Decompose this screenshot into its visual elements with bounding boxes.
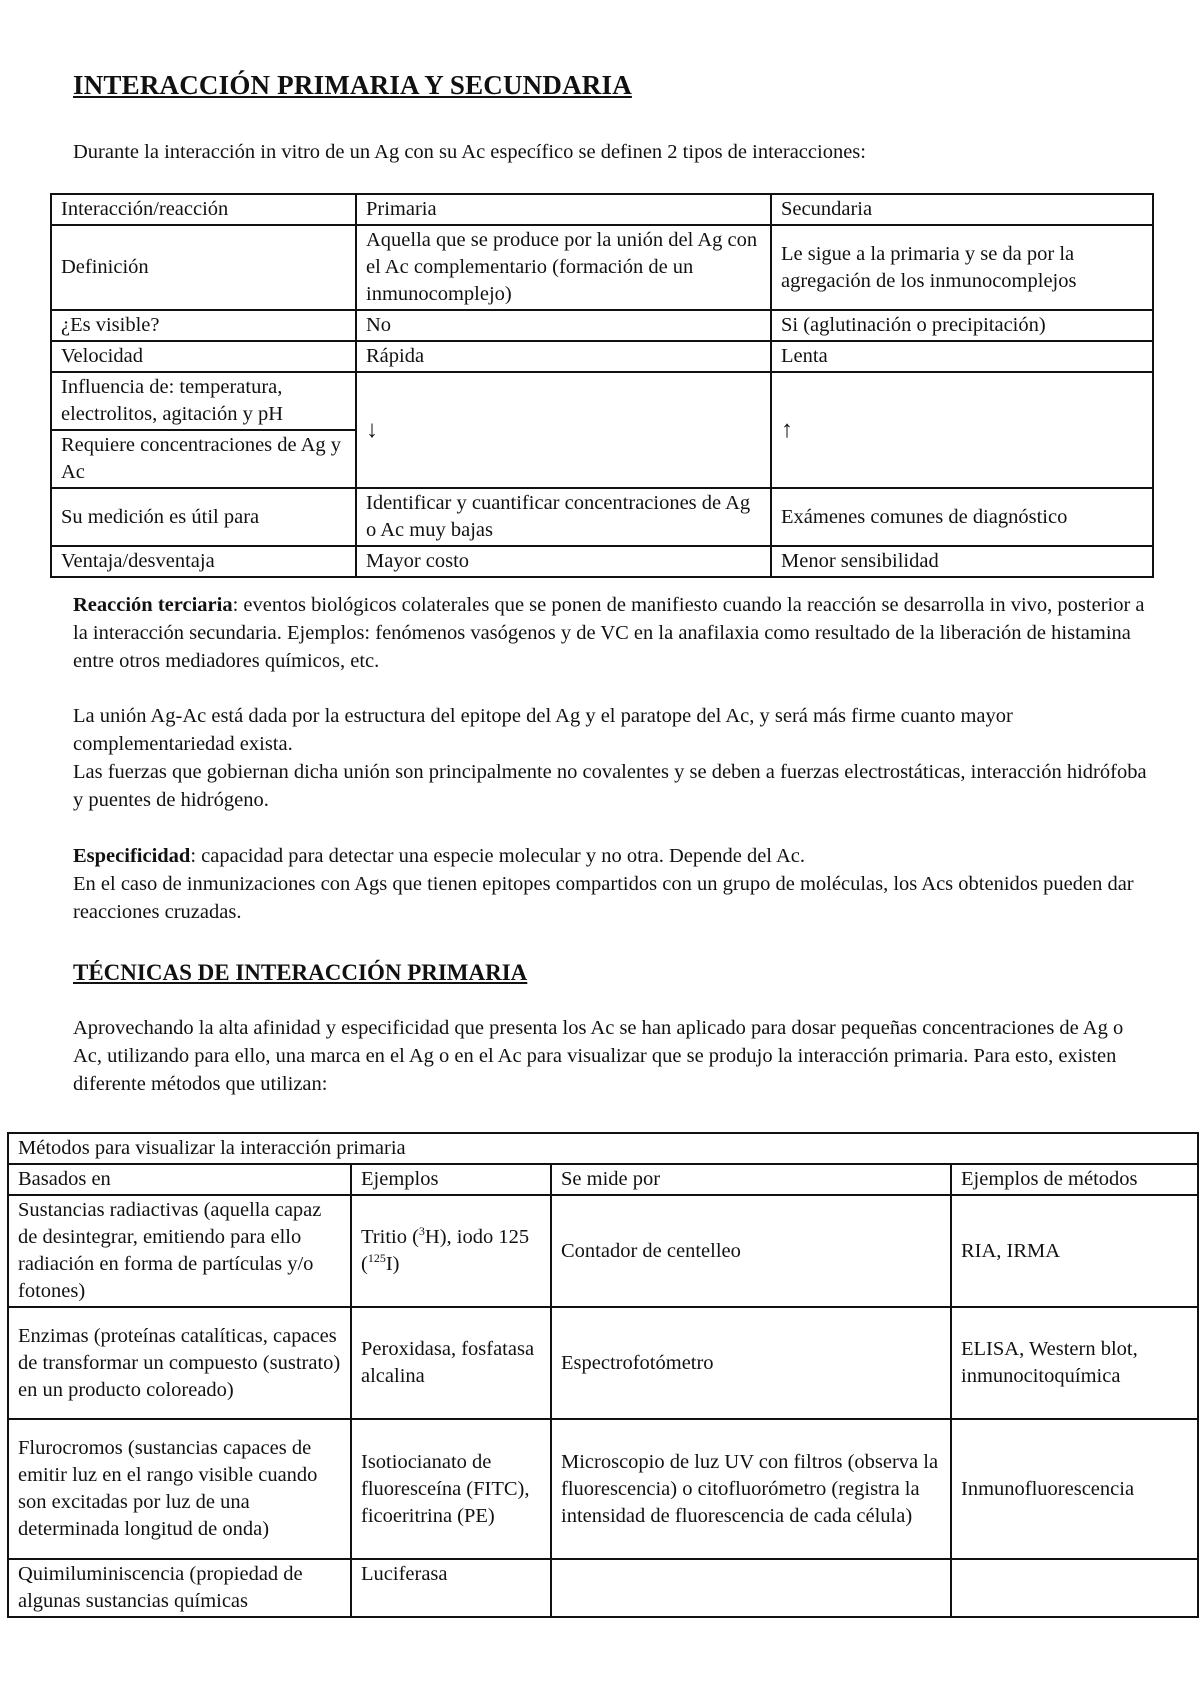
table-cell: Influencia de: temperatura, electrolitos, agitación y pH xyxy=(51,372,356,430)
arrow-up-icon: ↑ xyxy=(771,372,1153,488)
interaction-table xyxy=(50,193,1154,578)
table-cell: Microscopio de luz UV con filtros (observa la fluorescencia) o citofluorómetro (registra la intensidad de fluorescencia de cada célula) xyxy=(551,1419,951,1559)
page-title: INTERACCIÓN PRIMARIA Y SECUNDARIA xyxy=(73,70,632,100)
table-header-cell: Se mide por xyxy=(551,1164,951,1195)
intro-paragraph: Durante la interacción in vitro de un Ag con su Ac específico se definen 2 tipos de interacciones: xyxy=(73,141,866,163)
table-caption-cell: Métodos para visualizar la interacción primaria xyxy=(8,1133,1198,1164)
table-cell: Sustancias radiactivas (aquella capaz de desintegrar, emitiendo para ello radiación en forma de partículas y/o fotones) xyxy=(8,1195,351,1307)
especificidad-paragraph xyxy=(73,842,1153,870)
table-row xyxy=(8,1195,1198,1307)
table-row xyxy=(51,372,1153,430)
reacciones-cruzadas-paragraph: En el caso de inmunizaciones con Ags que tienen epitopes compartidos con un grupo de moléculas, los Acs obtenidos pueden dar reacciones cruzadas. xyxy=(73,873,1134,923)
table-cell xyxy=(551,1559,951,1617)
table-cell: Definición xyxy=(51,225,356,310)
table-header-cell: Interacción/reacción xyxy=(51,194,356,225)
table-cell: No xyxy=(356,310,771,341)
table-header-cell: Basados en xyxy=(8,1164,351,1195)
section-title: TÉCNICAS DE INTERACCIÓN PRIMARIA xyxy=(73,960,528,985)
table-header-cell: Secundaria xyxy=(771,194,1153,225)
especificidad-text: : capacidad para detectar una especie molecular y no otra. Depende del Ac. xyxy=(190,845,806,867)
table-cell: Requiere concentraciones de Ag y Ac xyxy=(51,430,356,488)
table-cell: Si (aglutinación o precipitación) xyxy=(771,310,1153,341)
table-row xyxy=(51,488,1153,546)
table-cell: Rápida xyxy=(356,341,771,372)
table-row xyxy=(8,1133,1198,1164)
table-row xyxy=(8,1307,1198,1419)
terciaria-paragraph xyxy=(73,591,1153,675)
table-cell: Tritio ($^3$H), iodo 125 ($^{125}$I) xyxy=(351,1195,551,1307)
table-cell: Identificar y cuantificar concentraciones de Ag o Ac muy bajas xyxy=(356,488,771,546)
table-header-cell: Ejemplos de métodos xyxy=(951,1164,1198,1195)
table-cell xyxy=(951,1559,1198,1617)
fuerzas-paragraph: Las fuerzas que gobiernan dicha unión son principalmente no covalentes y se deben a fuerzas electrostáticas, interacción hidrófoba y puentes de hidrógeno. xyxy=(73,761,1147,811)
table-header-cell: Ejemplos xyxy=(351,1164,551,1195)
union-paragraph: La unión Ag-Ac está dada por la estructura del epitope del Ag y el paratope del Ac, y será más firme cuanto mayor complementariedad exista. xyxy=(73,705,1013,755)
table-cell: Menor sensibilidad xyxy=(771,546,1153,577)
especificidad-term: Especificidad xyxy=(73,845,191,867)
table-row xyxy=(51,194,1153,225)
table-cell: Quimiluminiscencia (propiedad de algunas sustancias químicas xyxy=(8,1559,351,1617)
table-cell: ELISA, Western blot, inmunocitoquímica xyxy=(951,1307,1198,1419)
arrow-down-icon: ↓ xyxy=(356,372,771,488)
table-row xyxy=(8,1559,1198,1617)
table-cell: Velocidad xyxy=(51,341,356,372)
table-row xyxy=(51,546,1153,577)
table-cell: RIA, IRMA xyxy=(951,1195,1198,1307)
table-cell: ¿Es visible? xyxy=(51,310,356,341)
table-cell: Espectrofotómetro xyxy=(551,1307,951,1419)
table-cell: Aquella que se produce por la unión del Ag con el Ac complementario (formación de un inmunocomplejo) xyxy=(356,225,771,310)
table-cell: Luciferasa xyxy=(351,1559,551,1617)
table-cell: Mayor costo xyxy=(356,546,771,577)
terciaria-text: : eventos biológicos colaterales que se ponen de manifiesto cuando la reacción se desarrolla in vivo, posterior a la interacción secundaria. Ejemplos: fenómenos vasógenos y de VC en la anafilaxia como resultado de la liberación de histamina entre otros mediadores químicos, etc. xyxy=(73,594,1145,672)
table-row xyxy=(51,310,1153,341)
table-row xyxy=(51,341,1153,372)
table-cell: Su medición es útil para xyxy=(51,488,356,546)
table-cell: Enzimas (proteínas catalíticas, capaces de transformar un compuesto (sustrato) en un producto coloreado) xyxy=(8,1307,351,1419)
section-intro-paragraph: Aprovechando la alta afinidad y especificidad que presenta los Ac se han aplicado para dosar pequeñas concentraciones de Ag o Ac, utilizando para ello, una marca en el Ag o en el Ac para visualizar que se produjo la interacción primaria. Para esto, existen diferente métodos que utilizan: xyxy=(73,1017,1124,1095)
table-row xyxy=(8,1419,1198,1559)
table-cell: Isotiocianato de fluoresceína (FITC), ficoeritrina (PE) xyxy=(351,1419,551,1559)
table-cell: Peroxidasa, fosfatasa alcalina xyxy=(351,1307,551,1419)
table-row xyxy=(51,225,1153,310)
table-cell: Le sigue a la primaria y se da por la agregación de los inmunocomplejos xyxy=(771,225,1153,310)
table-cell: Flurocromos (sustancias capaces de emitir luz en el rango visible cuando son excitadas por luz de una determinada longitud de onda) xyxy=(8,1419,351,1559)
table-cell: Contador de centelleo xyxy=(551,1195,951,1307)
table-cell: Ventaja/desventaja xyxy=(51,546,356,577)
table-cell: Inmunofluorescencia xyxy=(951,1419,1198,1559)
methods-table xyxy=(7,1132,1199,1618)
terciaria-term: Reacción terciaria xyxy=(73,594,233,616)
table-row xyxy=(8,1164,1198,1195)
table-cell: Exámenes comunes de diagnóstico xyxy=(771,488,1153,546)
table-cell: Lenta xyxy=(771,341,1153,372)
table-header-cell: Primaria xyxy=(356,194,771,225)
